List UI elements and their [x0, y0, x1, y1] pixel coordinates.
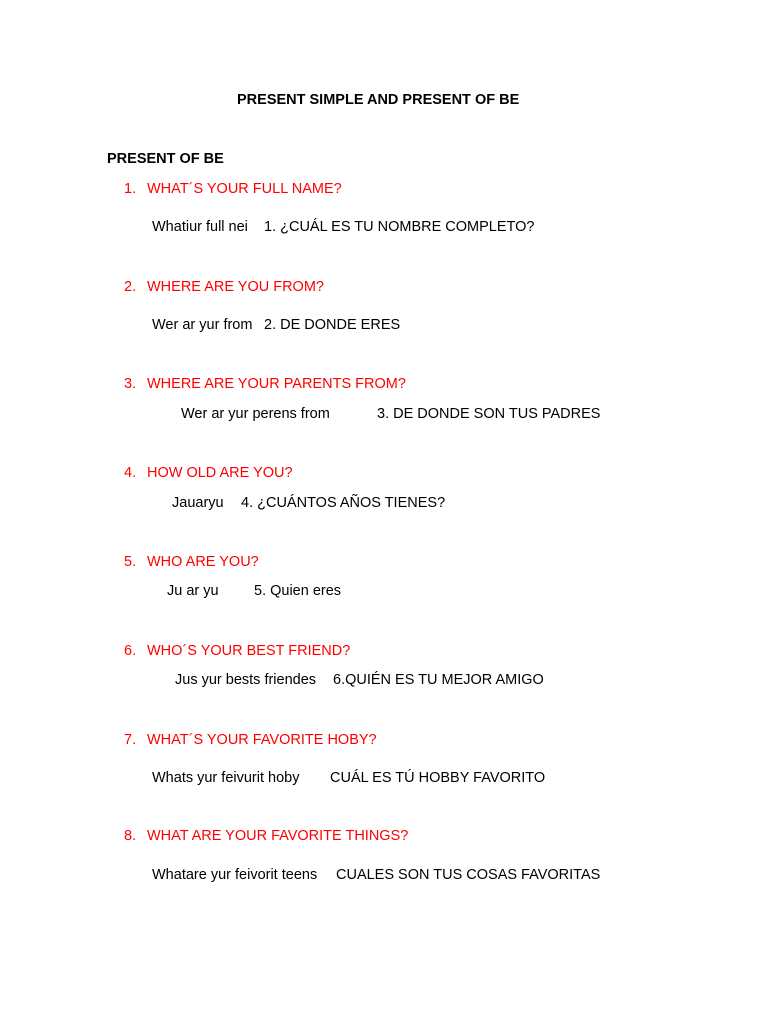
item-number: 5.	[124, 554, 137, 570]
question-text: WHERE ARE YOUR PARENTS FROM?	[147, 376, 406, 392]
item-number: 1.	[124, 181, 137, 197]
question-text: WHO´S YOUR BEST FRIEND?	[147, 643, 351, 659]
pronunciation-text: Whatare yur feivorit teens	[152, 867, 318, 883]
question-text: HOW OLD ARE YOU?	[147, 465, 293, 481]
pronunciation-text: Jauaryu	[172, 495, 224, 511]
translation-text: CUALES SON TUS COSAS FAVORITAS	[336, 867, 601, 883]
translation-text: CUÁL ES TÚ HOBBY FAVORITO	[330, 770, 546, 786]
question-text: WHAT´S YOUR FAVORITE HOBY?	[147, 732, 377, 748]
question-text: WHO ARE YOU?	[147, 554, 259, 570]
question-text: WHERE ARE YOU FROM?	[147, 279, 324, 295]
item-number: 8.	[124, 828, 137, 844]
translation-text: 6.QUIÉN ES TU MEJOR AMIGO	[333, 672, 544, 688]
section-heading: PRESENT OF BE	[107, 151, 224, 167]
document-title: PRESENT SIMPLE AND PRESENT OF BE	[237, 92, 520, 108]
item-number: 2.	[124, 279, 137, 295]
pronunciation-text: Ju ar yu	[167, 583, 219, 599]
pronunciation-text: Wer ar yur from	[152, 317, 253, 333]
question-text: WHAT ARE YOUR FAVORITE THINGS?	[147, 828, 409, 844]
question-text: WHAT´S YOUR FULL NAME?	[147, 181, 342, 197]
pronunciation-text: Wer ar yur perens from	[181, 406, 330, 422]
translation-text: 5. Quien eres	[254, 583, 342, 599]
item-number: 6.	[124, 643, 137, 659]
item-number: 4.	[124, 465, 137, 481]
translation-text: 1. ¿CUÁL ES TU NOMBRE COMPLETO?	[264, 219, 535, 235]
pronunciation-text: Jus yur bests friendes	[175, 672, 317, 688]
item-number: 3.	[124, 376, 137, 392]
translation-text: 3. DE DONDE SON TUS PADRES	[377, 406, 601, 422]
item-number: 7.	[124, 732, 137, 748]
pronunciation-text: Whatiur full nei	[152, 219, 248, 235]
translation-text: 4. ¿CUÁNTOS AÑOS TIENES?	[241, 495, 446, 511]
translation-text: 2. DE DONDE ERES	[264, 317, 401, 333]
pronunciation-text: Whats yur feivurit hoby	[152, 770, 300, 786]
